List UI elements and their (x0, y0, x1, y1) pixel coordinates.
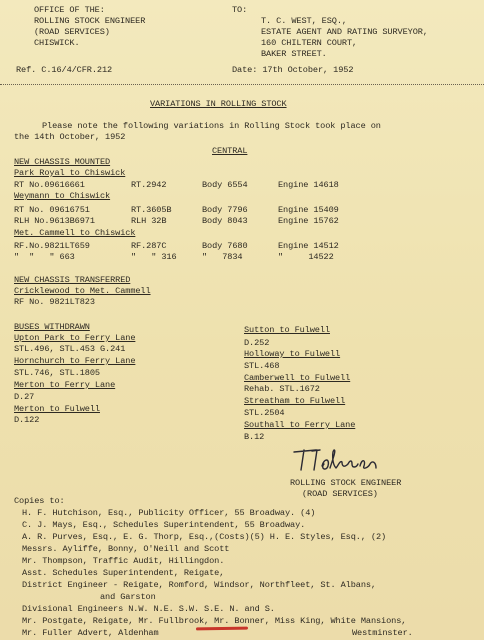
buses-withdrawn-heading: BUSES WITHDRAWN (14, 322, 90, 332)
copies-line-11: Mr. Fuller Advert, Aldenham (22, 628, 159, 638)
withdrawn-right-2-heading: Holloway to Fulwell (244, 349, 341, 359)
withdrawn-right-3-heading: Camberwell to Fulwell (244, 373, 351, 383)
met-cammell-row2-body: " 7834 (202, 252, 243, 262)
withdrawn-left-1-detail: STL.496, STL.453 G.241 (14, 344, 126, 354)
to-line-2: ESTATE AGENT AND RATING SURVEYOR, (261, 27, 428, 37)
new-chassis-transferred-heading: NEW CHASSIS TRANSFERRED (14, 275, 131, 285)
met-cammell-row2-engine: " 14522 (278, 252, 334, 262)
met-cammell-heading: Met. Cammell to Chiswick (14, 228, 136, 238)
park-royal-heading: Park Royal to Chiswick (14, 168, 126, 178)
weymann-row1-fleet: RT.3605B (131, 205, 172, 215)
withdrawn-left-1-heading: Upton Park to Ferry Lane (14, 333, 136, 343)
to-line-1: T. C. WEST, ESQ., (261, 16, 347, 26)
weymann-heading: Weymann to Chiswick (14, 191, 111, 201)
office-line-3: CHISWICK. (34, 38, 80, 48)
withdrawn-left-2-heading: Hornchurch to Ferry Lane (14, 356, 136, 366)
cricklewood-heading: Cricklewood to Met. Cammell (14, 286, 151, 296)
withdrawn-right-2-detail: STL.468 (244, 361, 280, 371)
cricklewood-chassis: RF No. 9821LT823 (14, 297, 95, 307)
copies-label: Copies to: (14, 496, 65, 506)
met-cammell-row2-fleet: " " 316 (131, 252, 177, 262)
park-royal-body: Body 6554 (202, 180, 248, 190)
weymann-row2-engine: Engine 15762 (278, 216, 339, 226)
copies-line-10: Mr. Postgate, Reigate, Mr. Fullbrook, Mr. Bonner, Miss King, White Mansions, (22, 616, 407, 626)
withdrawn-left-4-heading: Merton to Fulwell (14, 404, 100, 414)
copies-line-12: Westminster. (352, 628, 413, 638)
copies-line-8: and Garston (100, 592, 156, 602)
withdrawn-left-4-detail: D.122 (14, 415, 40, 425)
office-line-1: ROLLING STOCK ENGINEER (34, 16, 146, 26)
copies-line-5: Mr. Thompson, Traffic Audit, Hillingdon. (22, 556, 225, 566)
withdrawn-left-3-heading: Merton to Ferry Lane (14, 380, 116, 390)
copies-line-9: Divisional Engineers N.W. N.E. S.W. S.E. N. and S. (22, 604, 275, 614)
withdrawn-left-3-detail: D.27 (14, 392, 35, 402)
park-royal-chassis: RT No.09616661 (14, 180, 85, 190)
met-cammell-row1-chassis: RF.No.9821LT659 (14, 241, 90, 251)
withdrawn-right-5-heading: Southall to Ferry Lane (244, 420, 356, 430)
weymann-row2-body: Body 8043 (202, 216, 248, 226)
new-chassis-mounted-heading: NEW CHASSIS MOUNTED (14, 157, 111, 167)
copies-line-4: Messrs. Ayliffe, Bonny, O'Neill and Scott (22, 544, 230, 554)
to-line-3: 160 CHILTERN COURT, (261, 38, 358, 48)
weymann-row2-chassis: RLH No.9613B6971 (14, 216, 95, 226)
red-underline-mark (196, 627, 248, 631)
copies-line-2: C. J. Mays, Esq., Schedules Superintendent, 55 Broadway. (22, 520, 306, 530)
met-cammell-row2-chassis: " " " 663 (14, 252, 75, 262)
copies-line-3: A. R. Purves, Esq., E. G. Thorp, Esq.,(Costs)(5) H. E. Styles, Esq., (2) (22, 532, 387, 542)
withdrawn-right-3-detail: Rehab. STL.1672 (244, 384, 320, 394)
met-cammell-row1-body: Body 7680 (202, 241, 248, 251)
office-label: OFFICE OF THE: (34, 5, 105, 15)
weymann-row2-fleet: RLH 32B (131, 216, 167, 226)
signature-subtitle: (ROAD SERVICES) (302, 489, 378, 499)
park-royal-fleet: RT.2942 (131, 180, 167, 190)
weymann-row1-chassis: RT No. 09616751 (14, 205, 90, 215)
intro-line-2: the 14th October, 1952 (14, 132, 126, 142)
withdrawn-right-1-heading: Sutton to Fulwell (244, 325, 330, 335)
met-cammell-row1-engine: Engine 14512 (278, 241, 339, 251)
memo-title: VARIATIONS IN ROLLING STOCK (150, 99, 287, 109)
met-cammell-row1-fleet: RF.287C (131, 241, 167, 251)
withdrawn-left-2-detail: STL.746, STL.1805 (14, 368, 100, 378)
withdrawn-right-4-detail: STL.2504 (244, 408, 285, 418)
intro-line-1: Please note the following variations in Rolling Stock took place on (42, 121, 381, 131)
weymann-row1-body: Body 7796 (202, 205, 248, 215)
office-line-2: (ROAD SERVICES) (34, 27, 110, 37)
copies-line-6: Asst. Schedules Superintendent, Reigate, (22, 568, 225, 578)
withdrawn-right-1-detail: D.252 (244, 338, 270, 348)
withdrawn-right-4-heading: Streatham to Fulwell (244, 396, 346, 406)
reference-number: Ref. C.16/4/CFR.212 (16, 65, 113, 75)
park-royal-engine: Engine 14618 (278, 180, 339, 190)
weymann-row1-engine: Engine 15409 (278, 205, 339, 215)
signature-title: ROLLING STOCK ENGINEER (290, 478, 402, 488)
copies-line-7: District Engineer - Reigate, Romford, Windsor, Northfleet, St. Albans, (22, 580, 376, 590)
memo-date: Date: 17th October, 1952 (232, 65, 354, 75)
withdrawn-right-5-detail: B.12 (244, 432, 265, 442)
to-label: TO: (232, 5, 248, 15)
copies-line-1: H. F. Hutchison, Esq., Publicity Officer, 55 Broadway. (4) (22, 508, 316, 518)
handwritten-signature (290, 446, 382, 474)
to-line-4: BAKER STREET. (261, 49, 327, 59)
header-divider (0, 84, 484, 85)
section-heading: CENTRAL (212, 146, 248, 156)
